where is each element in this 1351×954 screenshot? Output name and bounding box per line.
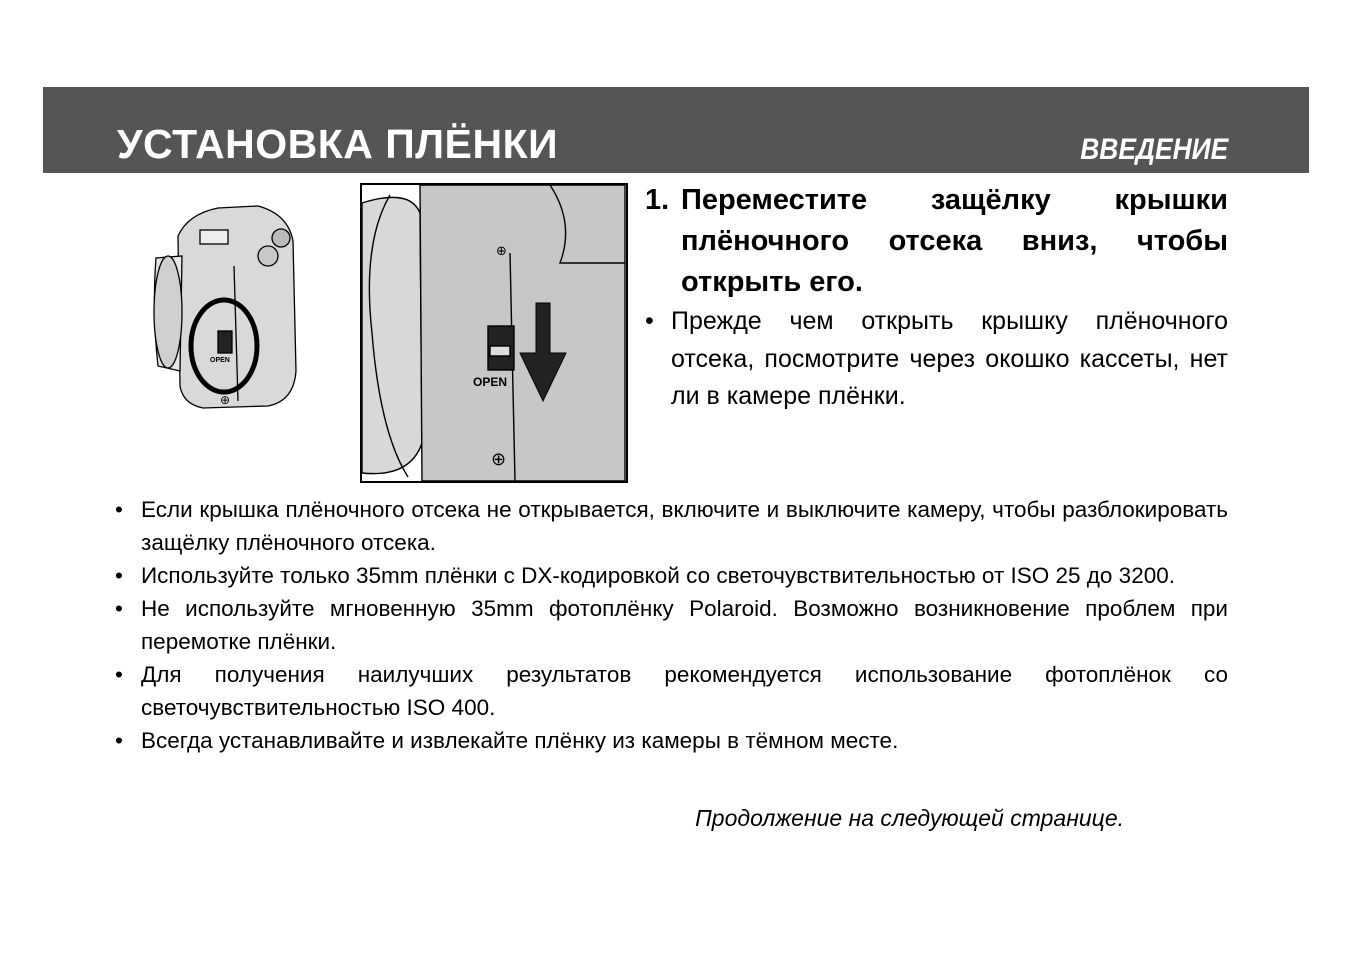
note-text: Если крышка плёночного отсека не открывается, включите и выключите камеру, чтобы разблокировать защёлку плёночного отсека. [141, 497, 1228, 555]
bullet: • [115, 596, 123, 621]
notes-list [115, 493, 1228, 757]
latch-label-large: OPEN [473, 375, 508, 389]
list-item [115, 658, 1228, 724]
note-text: Используйте только 35mm плёнки с DX-кодировкой со светочувствительностью от ISO 25 до 3200. [141, 563, 1175, 588]
bullet: • [645, 307, 654, 335]
step-note [645, 303, 1228, 416]
step-note-text: Прежде чем открыть крышку плёночного отсека, посмотрите через окошко кассеты, нет ли в камере плёнки. [671, 307, 1228, 410]
list-item [115, 493, 1228, 559]
bullet: • [115, 728, 123, 753]
step-number: 1. [645, 184, 670, 216]
latch [218, 331, 232, 353]
continued-note: Продолжение на следующей странице. [695, 805, 1124, 831]
bullet: • [115, 662, 123, 687]
screw-icon-top: ⊕ [496, 244, 507, 259]
latch-closeup-illustration [360, 183, 628, 483]
lock-icon-small: ⊕ [220, 393, 231, 407]
bullet: • [115, 563, 123, 588]
note-text: Для получения наилучших результатов рекомендуется использование фотоплёнок со светочувствительностью ISO 400. [141, 662, 1228, 720]
note-text: Всегда устанавливайте и извлекайте плёнку из камеры в тёмном месте. [141, 728, 899, 753]
lens-ring [154, 256, 182, 368]
bullet: • [115, 497, 123, 522]
list-item [115, 559, 1228, 592]
header-bar [43, 87, 1309, 173]
shutter-dial [272, 229, 290, 247]
step-instruction [645, 180, 1228, 303]
note-text: Не используйте мгновенную 35mm фотоплёнку Polaroid. Возможно возникновение проблем при перемотке плёнки. [141, 596, 1228, 654]
page-title: УСТАНОВКА ПЛЁНКИ [117, 121, 559, 167]
shutter-button [258, 246, 278, 266]
camera-side-illustration [148, 196, 300, 411]
closeup-body [420, 185, 625, 481]
lock-icon-large: ⊕ [491, 449, 507, 470]
step-text: Переместите защёлку крышки плёночного отсека вниз, чтобы открыть его. [681, 184, 1228, 298]
closeup-lens [362, 197, 422, 473]
section-label: ВВЕДЕНИЕ [1079, 133, 1228, 166]
list-item [115, 592, 1228, 658]
latch-tab [490, 346, 510, 356]
latch-label-small: OPEN [210, 357, 230, 364]
viewfinder-window [200, 230, 228, 244]
list-item [115, 724, 1228, 757]
